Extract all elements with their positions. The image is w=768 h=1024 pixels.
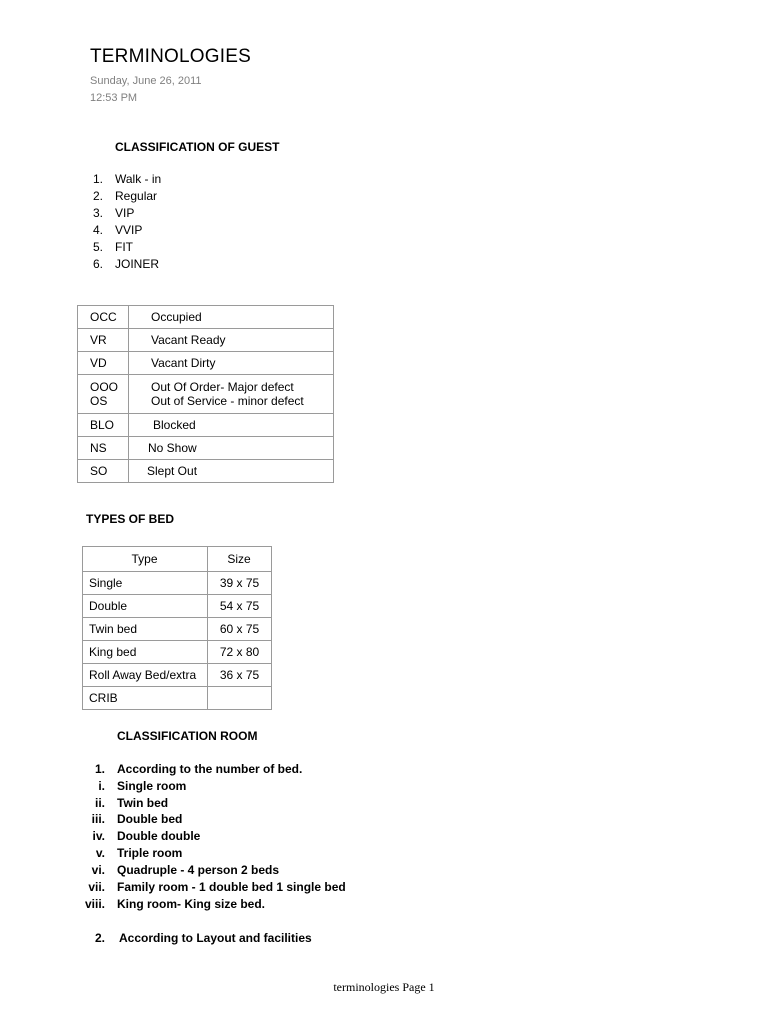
column-header-type: Type bbox=[83, 547, 208, 572]
list-text: VVIP bbox=[115, 223, 143, 237]
guest-heading: CLASSIFICATION OF GUEST bbox=[115, 140, 280, 154]
bed-type: Twin bed bbox=[83, 618, 208, 641]
status-code: VR bbox=[78, 329, 129, 352]
status-code: SO bbox=[78, 460, 129, 483]
list-text: According to the number of bed. bbox=[117, 762, 303, 776]
table-row bbox=[78, 306, 334, 329]
status-meaning: Blocked bbox=[129, 414, 334, 437]
list-text: King room- King size bed. bbox=[117, 897, 266, 911]
list-number: 5. bbox=[92, 240, 103, 254]
status-meaning: Vacant Dirty bbox=[129, 352, 334, 375]
list-text: Double bed bbox=[117, 812, 183, 826]
status-code: NS bbox=[78, 437, 129, 460]
list-text: Quadruple - 4 person 2 beds bbox=[117, 863, 280, 877]
table-row bbox=[78, 460, 334, 483]
bed-type: Roll Away Bed/extra bbox=[83, 664, 208, 687]
table-row bbox=[78, 352, 334, 375]
list-text: Walk - in bbox=[115, 172, 162, 186]
table-header-row bbox=[83, 547, 272, 572]
bed-types-table bbox=[82, 546, 272, 710]
list-text: Single room bbox=[117, 779, 187, 793]
status-code: OOO bbox=[90, 380, 119, 394]
bed-heading: TYPES OF BED bbox=[86, 512, 175, 526]
list-text: Family room - 1 double bed 1 single bed bbox=[117, 880, 346, 894]
list-number: 3. bbox=[92, 206, 103, 220]
list-number: iv. bbox=[92, 829, 105, 843]
table-row bbox=[78, 437, 334, 460]
table-row bbox=[78, 414, 334, 437]
bed-size: 39 x 75 bbox=[208, 572, 272, 595]
status-meaning: No Show bbox=[129, 437, 334, 460]
bed-type: CRIB bbox=[83, 687, 208, 710]
column-header-size: Size bbox=[208, 547, 272, 572]
bed-type: Single bbox=[83, 572, 208, 595]
list-number: vi. bbox=[91, 863, 105, 877]
table-row bbox=[83, 618, 272, 641]
list-text: JOINER bbox=[115, 257, 160, 271]
room-heading: CLASSIFICATION ROOM bbox=[117, 729, 258, 743]
list-number: 1. bbox=[92, 172, 103, 186]
status-meaning: Out Of Order- Major defect bbox=[151, 380, 294, 394]
table-row bbox=[83, 572, 272, 595]
page-date: Sunday, June 26, 2011 bbox=[90, 75, 202, 87]
table-row bbox=[78, 375, 334, 414]
list-number: ii. bbox=[94, 796, 105, 810]
list-number: i. bbox=[98, 779, 105, 793]
status-meaning-cell bbox=[129, 375, 334, 414]
status-meaning: Occupied bbox=[129, 306, 334, 329]
list-number: iii. bbox=[91, 812, 105, 826]
status-meaning: Slept Out bbox=[129, 460, 334, 483]
status-meaning: Out of Service - minor defect bbox=[151, 394, 304, 408]
status-code: OCC bbox=[78, 306, 129, 329]
room-status-table bbox=[77, 305, 334, 483]
page-title: TERMINOLOGIES bbox=[90, 46, 251, 67]
list-number: 2. bbox=[94, 931, 105, 945]
status-meaning: Vacant Ready bbox=[129, 329, 334, 352]
bed-size: 54 x 75 bbox=[208, 595, 272, 618]
list-text: Triple room bbox=[117, 846, 183, 860]
list-number: vii. bbox=[88, 880, 105, 894]
list-text: Double double bbox=[117, 829, 201, 843]
table-row bbox=[83, 664, 272, 687]
list-number: v. bbox=[95, 846, 105, 860]
list-text: Twin bed bbox=[117, 796, 169, 810]
page-time: 12:53 PM bbox=[90, 92, 138, 104]
status-code: BLO bbox=[78, 414, 129, 437]
bed-size: 72 x 80 bbox=[208, 641, 272, 664]
status-code: VD bbox=[78, 352, 129, 375]
list-number: 2. bbox=[92, 189, 103, 203]
bed-type: King bed bbox=[83, 641, 208, 664]
list-text: According to Layout and facilities bbox=[119, 931, 312, 945]
list-text: VIP bbox=[115, 206, 135, 220]
bed-size: 36 x 75 bbox=[208, 664, 272, 687]
table-row bbox=[78, 329, 334, 352]
list-text: Regular bbox=[115, 189, 158, 203]
page-footer: terminologies Page 1 bbox=[333, 980, 435, 994]
list-number: 6. bbox=[92, 257, 103, 271]
bed-type: Double bbox=[83, 595, 208, 618]
table-row bbox=[83, 687, 272, 710]
bed-size: 60 x 75 bbox=[208, 618, 272, 641]
table-row bbox=[83, 641, 272, 664]
list-number: 1. bbox=[94, 762, 105, 776]
status-code-cell bbox=[78, 375, 129, 414]
list-number: viii. bbox=[84, 897, 105, 911]
table-row bbox=[83, 595, 272, 618]
status-code: OS bbox=[90, 394, 108, 408]
list-text: FIT bbox=[115, 240, 133, 254]
list-number: 4. bbox=[92, 223, 103, 237]
bed-size bbox=[208, 687, 272, 710]
